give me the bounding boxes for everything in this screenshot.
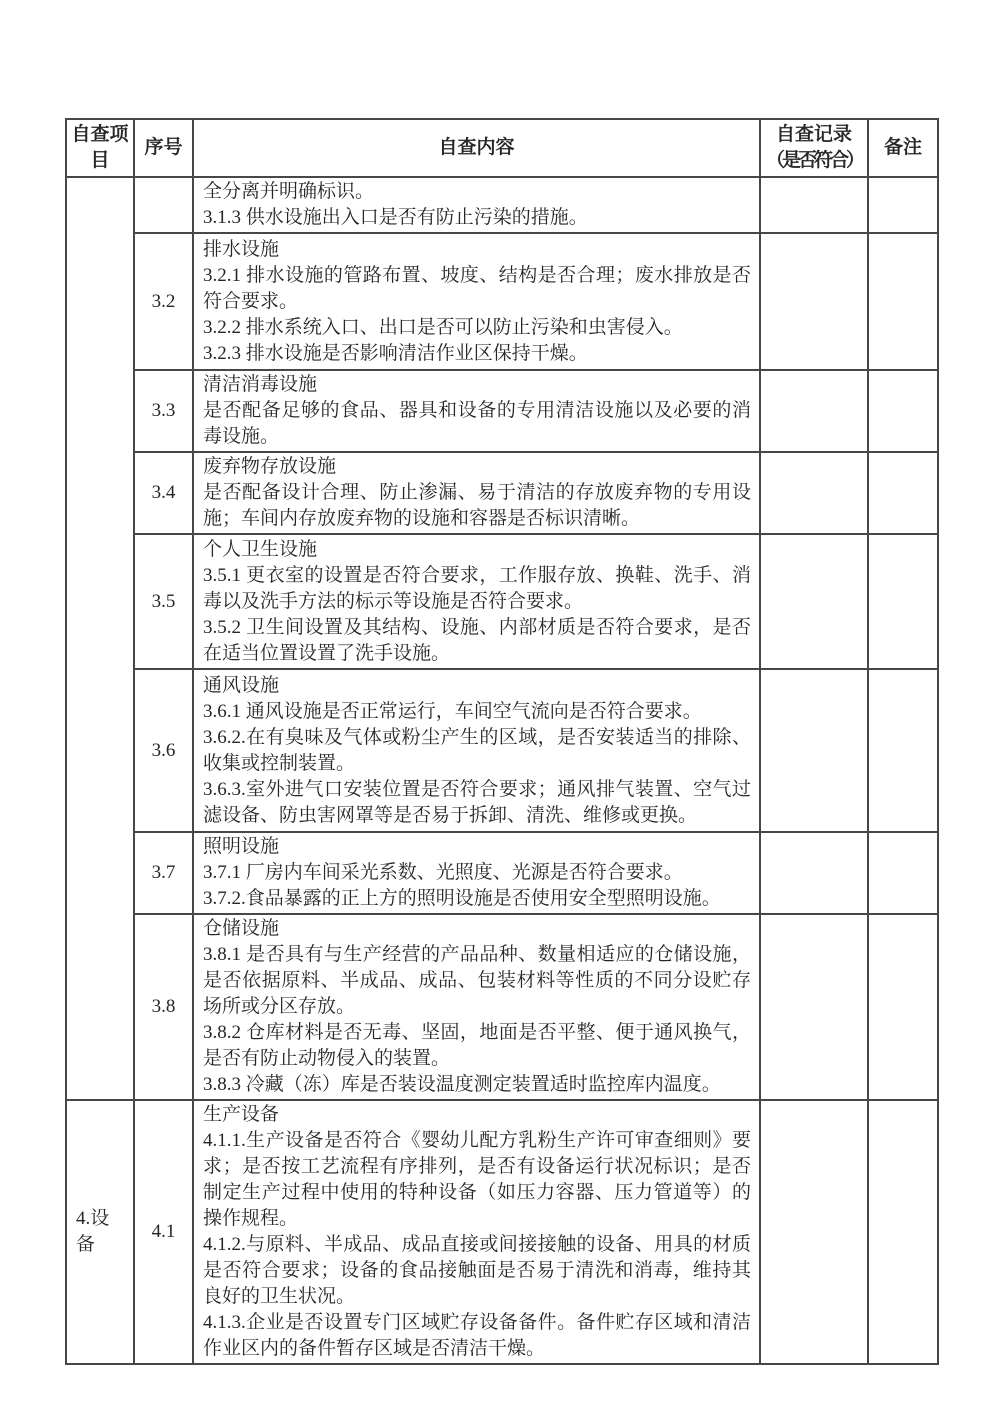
remark-cell <box>868 452 938 534</box>
remark-cell <box>868 832 938 914</box>
content-cell <box>193 669 760 832</box>
header-record-line2: （是否符合） <box>765 150 862 171</box>
content-paragraph: 照明设施 <box>203 836 280 857</box>
content-paragraph: 全分离并明确标识。 <box>203 181 375 202</box>
remark-cell <box>868 1100 938 1364</box>
content-cell <box>193 1100 760 1364</box>
content-paragraph: 是否配备设计合理、防止渗漏、易于清洁的存放废弃物的专用设施；车间内存放废弃物的设施和容器是否标识清晰。 <box>203 482 751 529</box>
content-paragraph: 4.1.2.与原料、半成品、成品直接或间接接触的设备、用具的材质是否符合要求；设备的食品接触面是否易于清洗和消毒，维持其良好的卫生状况。 <box>203 1234 751 1307</box>
header-record-line1: 自查记录 <box>775 124 852 145</box>
remark-cell <box>868 233 938 370</box>
table-row-3-5 <box>66 534 938 669</box>
project-cell-section4: 4.设备 <box>66 1100 134 1364</box>
content-paragraph: 3.1.3 供水设施出入口是否有防止污染的措施。 <box>203 207 588 228</box>
header-serial: 序号 <box>134 119 193 177</box>
table-row-3-6 <box>66 669 938 832</box>
serial-cell: 3.3 <box>134 370 193 452</box>
table-row-3-1-continued <box>66 177 938 233</box>
content-cell <box>193 914 760 1100</box>
record-cell <box>760 370 868 452</box>
record-cell <box>760 1100 868 1364</box>
record-cell <box>760 669 868 832</box>
content-paragraph: 排水设施 <box>203 238 280 260</box>
remark-cell <box>868 177 938 233</box>
content-paragraph: 3.8.1 是否具有与生产经营的产品品种、数量相适应的仓储设施，是否依据原料、半成品、成品、包装材料等性质的不同分设贮存场所或分区存放。 <box>203 944 751 1017</box>
table-row-3-7 <box>66 832 938 914</box>
content-paragraph: 3.2.3 排水设施是否影响清洁作业区保持干燥。 <box>203 342 588 364</box>
table-row-3-3 <box>66 370 938 452</box>
content-paragraph: 3.7.2.食品暴露的正上方的照明设施是否使用安全型照明设施。 <box>203 888 721 909</box>
table-row-3-2 <box>66 233 938 370</box>
table-row-3-8 <box>66 914 938 1100</box>
remark-cell <box>868 914 938 1100</box>
serial-cell: 3.8 <box>134 914 193 1100</box>
serial-cell: 3.5 <box>134 534 193 669</box>
content-cell <box>193 534 760 669</box>
content-paragraph: 生产设备 <box>203 1104 280 1125</box>
header-content: 自查内容 <box>193 119 760 177</box>
remark-cell <box>868 534 938 669</box>
content-paragraph: 3.8.3 冷藏（冻）库是否装设温度测定装置适时监控库内温度。 <box>203 1074 721 1095</box>
content-paragraph: 3.6.2.在有臭味及气体或粉尘产生的区域，是否安装适当的排除、收集或控制装置。 <box>203 726 751 774</box>
content-paragraph: 清洁消毒设施 <box>203 374 318 395</box>
content-paragraph: 3.5.1 更衣室的设置是否符合要求，工作服存放、换鞋、洗手、消毒以及洗手方法的标示等设施是否符合要求。 <box>203 564 751 612</box>
serial-cell: 3.7 <box>134 832 193 914</box>
content-paragraph: 3.2.1 排水设施的管路布置、坡度、结构是否合理；废水排放是否符合要求。 <box>203 264 751 312</box>
content-cell <box>193 370 760 452</box>
serial-cell: 3.4 <box>134 452 193 534</box>
content-cell <box>193 177 760 233</box>
serial-cell: 3.6 <box>134 669 193 832</box>
content-paragraph: 废弃物存放设施 <box>203 456 337 477</box>
remark-cell <box>868 370 938 452</box>
content-paragraph: 3.5.2 卫生间设置及其结构、设施、内部材质是否符合要求，是否在适当位置设置了洗手设施。 <box>203 616 751 664</box>
content-cell <box>193 832 760 914</box>
project-cell-section3 <box>66 177 134 1100</box>
table-row-3-4 <box>66 452 938 534</box>
record-cell <box>760 914 868 1100</box>
header-project: 自查项目 <box>66 119 134 177</box>
content-paragraph: 3.7.1 厂房内车间采光系数、光照度、光源是否符合要求。 <box>203 862 683 883</box>
table-row-4-1 <box>66 1100 938 1364</box>
remark-cell <box>868 669 938 832</box>
content-paragraph: 3.6.3.室外进气口安装位置是否符合要求；通风排气装置、空气过滤设备、防虫害网罩等是否易于拆卸、清洗、维修或更换。 <box>203 778 751 826</box>
header-record <box>760 119 868 177</box>
content-paragraph: 个人卫生设施 <box>203 538 318 560</box>
content-paragraph: 3.6.1 通风设施是否正常运行，车间空气流向是否符合要求。 <box>203 700 702 722</box>
content-paragraph: 3.2.2 排水系统入口、出口是否可以防止污染和虫害侵入。 <box>203 316 683 338</box>
table-header-row <box>66 119 938 177</box>
content-cell <box>193 233 760 370</box>
content-paragraph: 是否配备足够的食品、器具和设备的专用清洁设施以及必要的消毒设施。 <box>203 400 751 447</box>
content-paragraph: 通风设施 <box>203 674 280 696</box>
content-paragraph: 4.1.1.生产设备是否符合《婴幼儿配方乳粉生产许可审查细则》要求；是否按工艺流程有序排列，是否有设备运行状况标识；是否制定生产过程中使用的特种设备（如压力容器、压力管道等）的操作规程。 <box>203 1130 751 1229</box>
serial-cell: 4.1 <box>134 1100 193 1364</box>
content-paragraph: 3.8.2 仓库材料是否无毒、坚固，地面是否平整、便于通风换气，是否有防止动物侵入的装置。 <box>203 1022 751 1069</box>
serial-cell <box>134 177 193 233</box>
record-cell <box>760 177 868 233</box>
content-paragraph: 4.1.3.企业是否设置专门区域贮存设备备件。备件贮存区域和清洁作业区内的备件暂存区域是否清洁干燥。 <box>203 1312 751 1359</box>
content-cell <box>193 452 760 534</box>
header-remark: 备注 <box>868 119 938 177</box>
record-cell <box>760 832 868 914</box>
serial-cell: 3.2 <box>134 233 193 370</box>
record-cell <box>760 534 868 669</box>
record-cell <box>760 233 868 370</box>
record-cell <box>760 452 868 534</box>
content-paragraph: 仓储设施 <box>203 918 280 939</box>
checklist-table <box>65 118 939 1365</box>
